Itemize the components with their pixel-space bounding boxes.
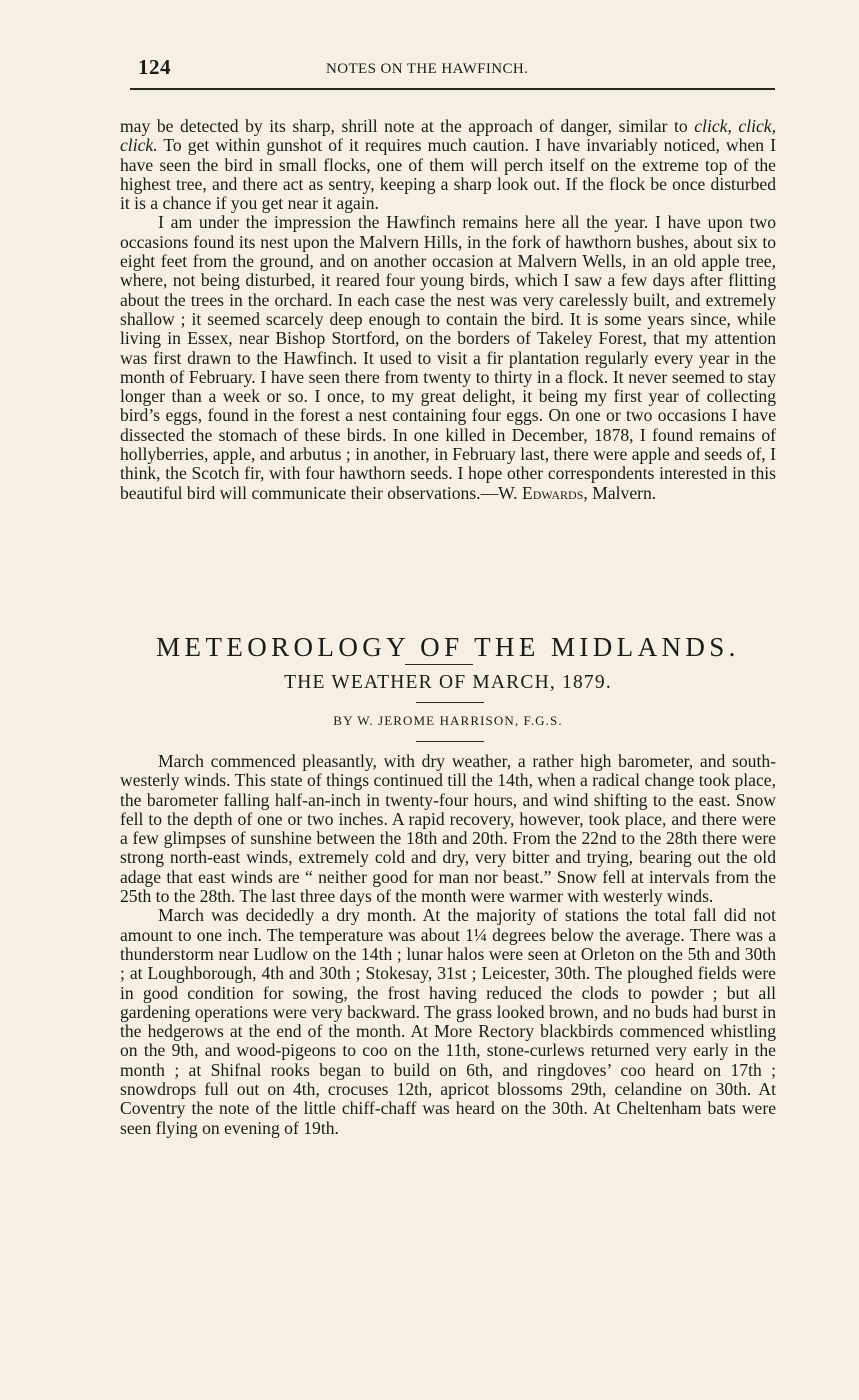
- hawfinch-text: may be detected by its sharp, shrill note at the approach of danger, similar to: [120, 116, 695, 136]
- article-title: METEOROLOGY OF THE MIDLANDS.: [156, 632, 740, 662]
- article-subtitle: THE WEATHER OF MARCH, 1879.: [284, 672, 612, 693]
- running-title: NOTES ON THE HAWFINCH.: [326, 61, 529, 77]
- meteorology-article: [120, 752, 776, 1138]
- hawfinch-notes: [120, 117, 776, 503]
- subtitle-divider: [416, 702, 484, 703]
- title-divider: [405, 664, 473, 665]
- hawfinch-text: I am under the impression the Hawfinch remains here all the year. I have upon two occasions found its nest upon the Malvern Hills, in the fork of hawthorn bushes, about six to eight feet from the ground, and on another occasion at Malvern Wells, in an old apple tree, where, not being disturbed, it reared four young birds, which I saw a few days after flitting about the trees in the orchard. In each case the nest was very carelessly built, and extremely shallow ; it seemed scarcely deep enough to contain the bird. It is some years since, while living in Essex, near Bishop Stortford, on the borders of Takeley Forest, that my attention was first drawn to the Hawfinch. It used to visit a fir plantation regularly every year in the month of February. I have seen there from twenty to thirty in a flock. It never seemed to stay longer than a week or so. I once, to my great delight, it being my first year of collecting bird’s eggs, found in the forest a nest containing four eggs. On one or two occasions I have dissected the stomach of these birds. In one killed in December, 1878, I found remains of hollyberries, apple, and arbutus ; in another, in February last, there were apple and seeds of, I think, the Scotch fir, with four hawthorn seeds. I hope other correspondents interested in this beautiful bird will communicate their observations.—W.: [120, 212, 776, 503]
- author-signature: Edwards: [521, 482, 584, 503]
- meteorology-paragraph-2: March was decidedly a dry month. At the majority of stations the total fall did not amount to one inch. The temperature was about 1¼ degrees below the average. There was a thunderstorm near Ludlow on the 14th ; lunar halos were seen at Orleton on the 5th and 30th ; at Loughborough, 4th and 30th ; Stokesay, 31st ; Leicester, 30th. The ploughed fields were in good condition for sowing, the frost having reduced the clods to powder ; but all gardening operations were very backward. The grass looked brown, and no buds had burst in the hedgerows at the end of the month. At More Rectory blackbirds commenced whistling on the 9th, and wood-pigeons to coo on the 11th, stone-curlews returned very early in the month ; at Shifnal rooks began to build on 6th, and ringdoves’ coo heard on 17th ; snowdrops full out on 4th, crocuses 12th, apricot blossoms 29th, celandine on 30th. At Coventry the note of the little chiff-chaff was heard on the 30th. At Cheltenham bats were seen flying on evening of 19th.: [120, 905, 776, 1138]
- hawfinch-text: To get within gunshot of it requires much caution. I have invariably noticed, when I have seen the bird in small flocks, one of them will perch itself on the extreme top of the highest tree, and there act as sentry, keeping a sharp look out. If the flock be once disturbed it is a chance if you get near it again.: [120, 135, 776, 214]
- article-byline: BY W. JEROME HARRISON, F.G.S.: [333, 713, 563, 728]
- byline-divider: [416, 741, 484, 742]
- hawfinch-paragraph-1: [120, 117, 776, 213]
- page-header: [133, 55, 778, 85]
- hawfinch-call-italic: click, click, click.: [120, 116, 776, 156]
- header-rule: [130, 88, 775, 90]
- page-number: 124: [138, 55, 171, 79]
- hawfinch-paragraph-2: [120, 213, 776, 502]
- author-location: , Malvern.: [583, 482, 657, 503]
- meteorology-paragraph-1: March commenced pleasantly, with dry weather, a rather high barometer, and south-westerly winds. This state of things continued till the 14th, when a radical change took place, the barometer falling half-an-inch in twenty-four hours, and wind shifting to the east. Snow fell to the depth of one or two inches. A rapid recovery, however, took place, and there were a few glimpses of sunshine between the 18th and 20th. From the 22nd to the 28th there were strong north-east winds, extremely cold and dry, very bitter and trying, bearing out the old adage that east winds are “ neither good for man nor beast.” Snow fell at intervals from the 25th to the 28th. The last three days of the month were warmer with westerly winds.: [120, 751, 776, 907]
